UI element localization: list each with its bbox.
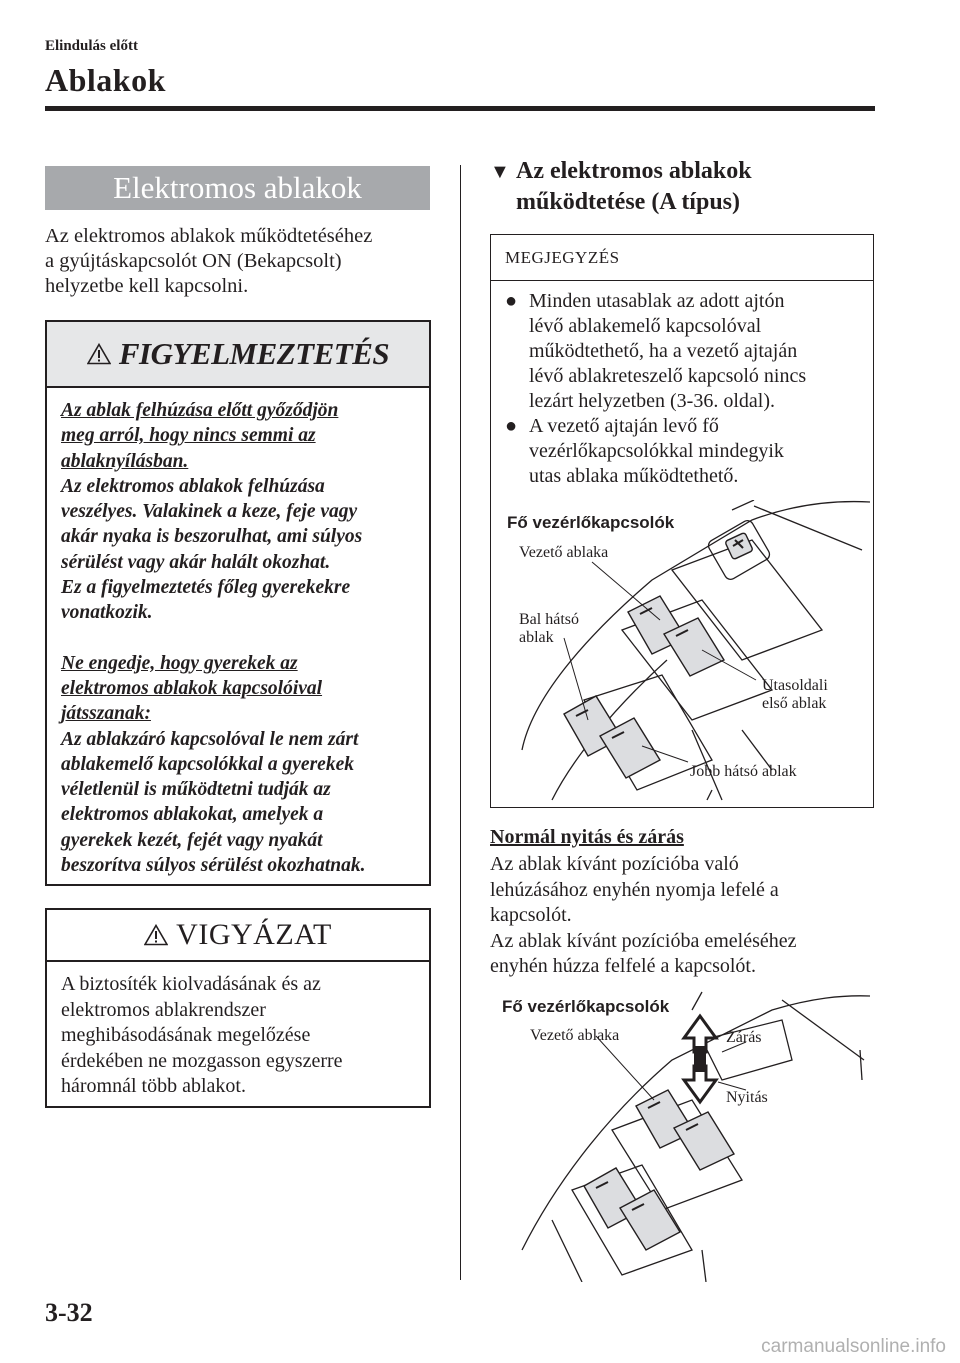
- figure-open-close: [492, 990, 872, 1282]
- open-close-illustration: [492, 990, 872, 1282]
- fig1-driver-label: Vezető ablaka: [519, 544, 609, 561]
- fig2-open-label: Nyitás: [726, 1089, 768, 1106]
- warning-body: Az ablak felhúzása előtt győződjön meg arról, hogy nincs semmi az ablaknyílásban. Az elektromos ablakok felhúzása veszélyes. Valakinek a keze, feje vagy akár nyaka is beszorulhat, ami súlyos sérülést vagy akár halált okozhat. Ez a figyelmeztetés főleg gyerekekre vonatkozik. Ne engedje, hogy gyerekek az elektromos ablakok kapcsolóival játsszanak: Az ablakzáró kapcsolóval le nem zárt ablakemelő kapcsolókkal a gyerekek véletlenül is működtetni tudják az elektromos ablakokat, amelyek a gyerekek kezét, fejét vagy nyakát beszorítva súlyos sérülést okozhatnak.: [61, 400, 366, 877]
- switch-panel-illustration: [492, 500, 872, 806]
- caution-box: [45, 908, 431, 1108]
- subsection-heading: ▼ Az elektromos ablakok működtetése (A típus): [490, 158, 752, 215]
- fig1-rear-right-label: Jobb hátsó ablak: [690, 763, 797, 780]
- warning-title: FIGYELMEZTETÉS: [118, 336, 390, 371]
- normal-operation-paragraph: Az ablak kívánt pozícióba való lehúzásához enyhén nyomja lefelé a kapcsolót. Az ablak kívánt pozícióba emeléséhez enyhén húzza felfelé a kapcsolót.: [490, 853, 797, 977]
- fig2-close-label: Zárás: [726, 1029, 762, 1046]
- fig1-passenger-label-2: első ablak: [762, 695, 827, 712]
- header-rule: [45, 106, 875, 111]
- note-item: ● Minden utasablak az adott ajtón lévő ablakemelő kapcsolóval működtethető, ha a vezető ajtaján lévő ablakreteszelő kapcsoló nincs lezárt helyzetben (3-36. oldal).: [505, 290, 807, 412]
- bullet-icon: ●: [505, 290, 518, 312]
- note-list: [491, 281, 873, 489]
- intro-paragraph: Az elektromos ablakok működtetéséhez a gyújtáskapcsolót ON (Bekapcsolt) helyzetbe kell kapcsolni.: [45, 225, 373, 297]
- fig1-main-label: Fő vezérlőkapcsolók: [507, 513, 675, 532]
- column-divider: [460, 165, 461, 1280]
- page-number: 3-32: [45, 1298, 93, 1327]
- section-label: Elindulás előtt: [45, 38, 138, 54]
- bullet-icon: ●: [505, 415, 518, 437]
- footer-watermark: carmanualsonline.info: [761, 1336, 946, 1357]
- note-item: ● A vezető ajtaján levő fő vezérlőkapcsolókkal mindegyik utas ablaka működtethető.: [505, 415, 784, 487]
- warning-triangle-icon: [87, 343, 111, 365]
- fig1-passenger-label-1: Utasoldali: [762, 677, 828, 694]
- fig1-rear-left-label-1: Bal hátsó: [519, 611, 579, 628]
- caution-body: A biztosíték kiolvadásának és az elektromos ablakrendszer meghibásodásának megelőzése érdekében ne mozgasson egyszerre háromnál több ablakot.: [61, 973, 343, 1097]
- caution-title: VIGYÁZAT: [176, 918, 332, 951]
- normal-operation-heading: Normál nyitás és zárás: [490, 826, 684, 848]
- heading-marker-icon: ▼: [490, 161, 510, 183]
- fig1-rear-left-label-2: ablak: [519, 629, 554, 646]
- caution-header: [47, 910, 429, 962]
- caution-triangle-icon: [144, 924, 168, 946]
- fig2-main-label: Fő vezérlőkapcsolók: [502, 997, 670, 1016]
- fig2-driver-label: Vezető ablaka: [530, 1027, 620, 1044]
- note-title: MEGJEGYZÉS: [491, 235, 873, 281]
- warning-box: [45, 320, 431, 886]
- warning-header: [47, 322, 429, 388]
- figure-switch-panel: [492, 500, 872, 806]
- section-banner: Elektromos ablakok: [45, 166, 430, 210]
- page-title: Ablakok: [45, 62, 166, 98]
